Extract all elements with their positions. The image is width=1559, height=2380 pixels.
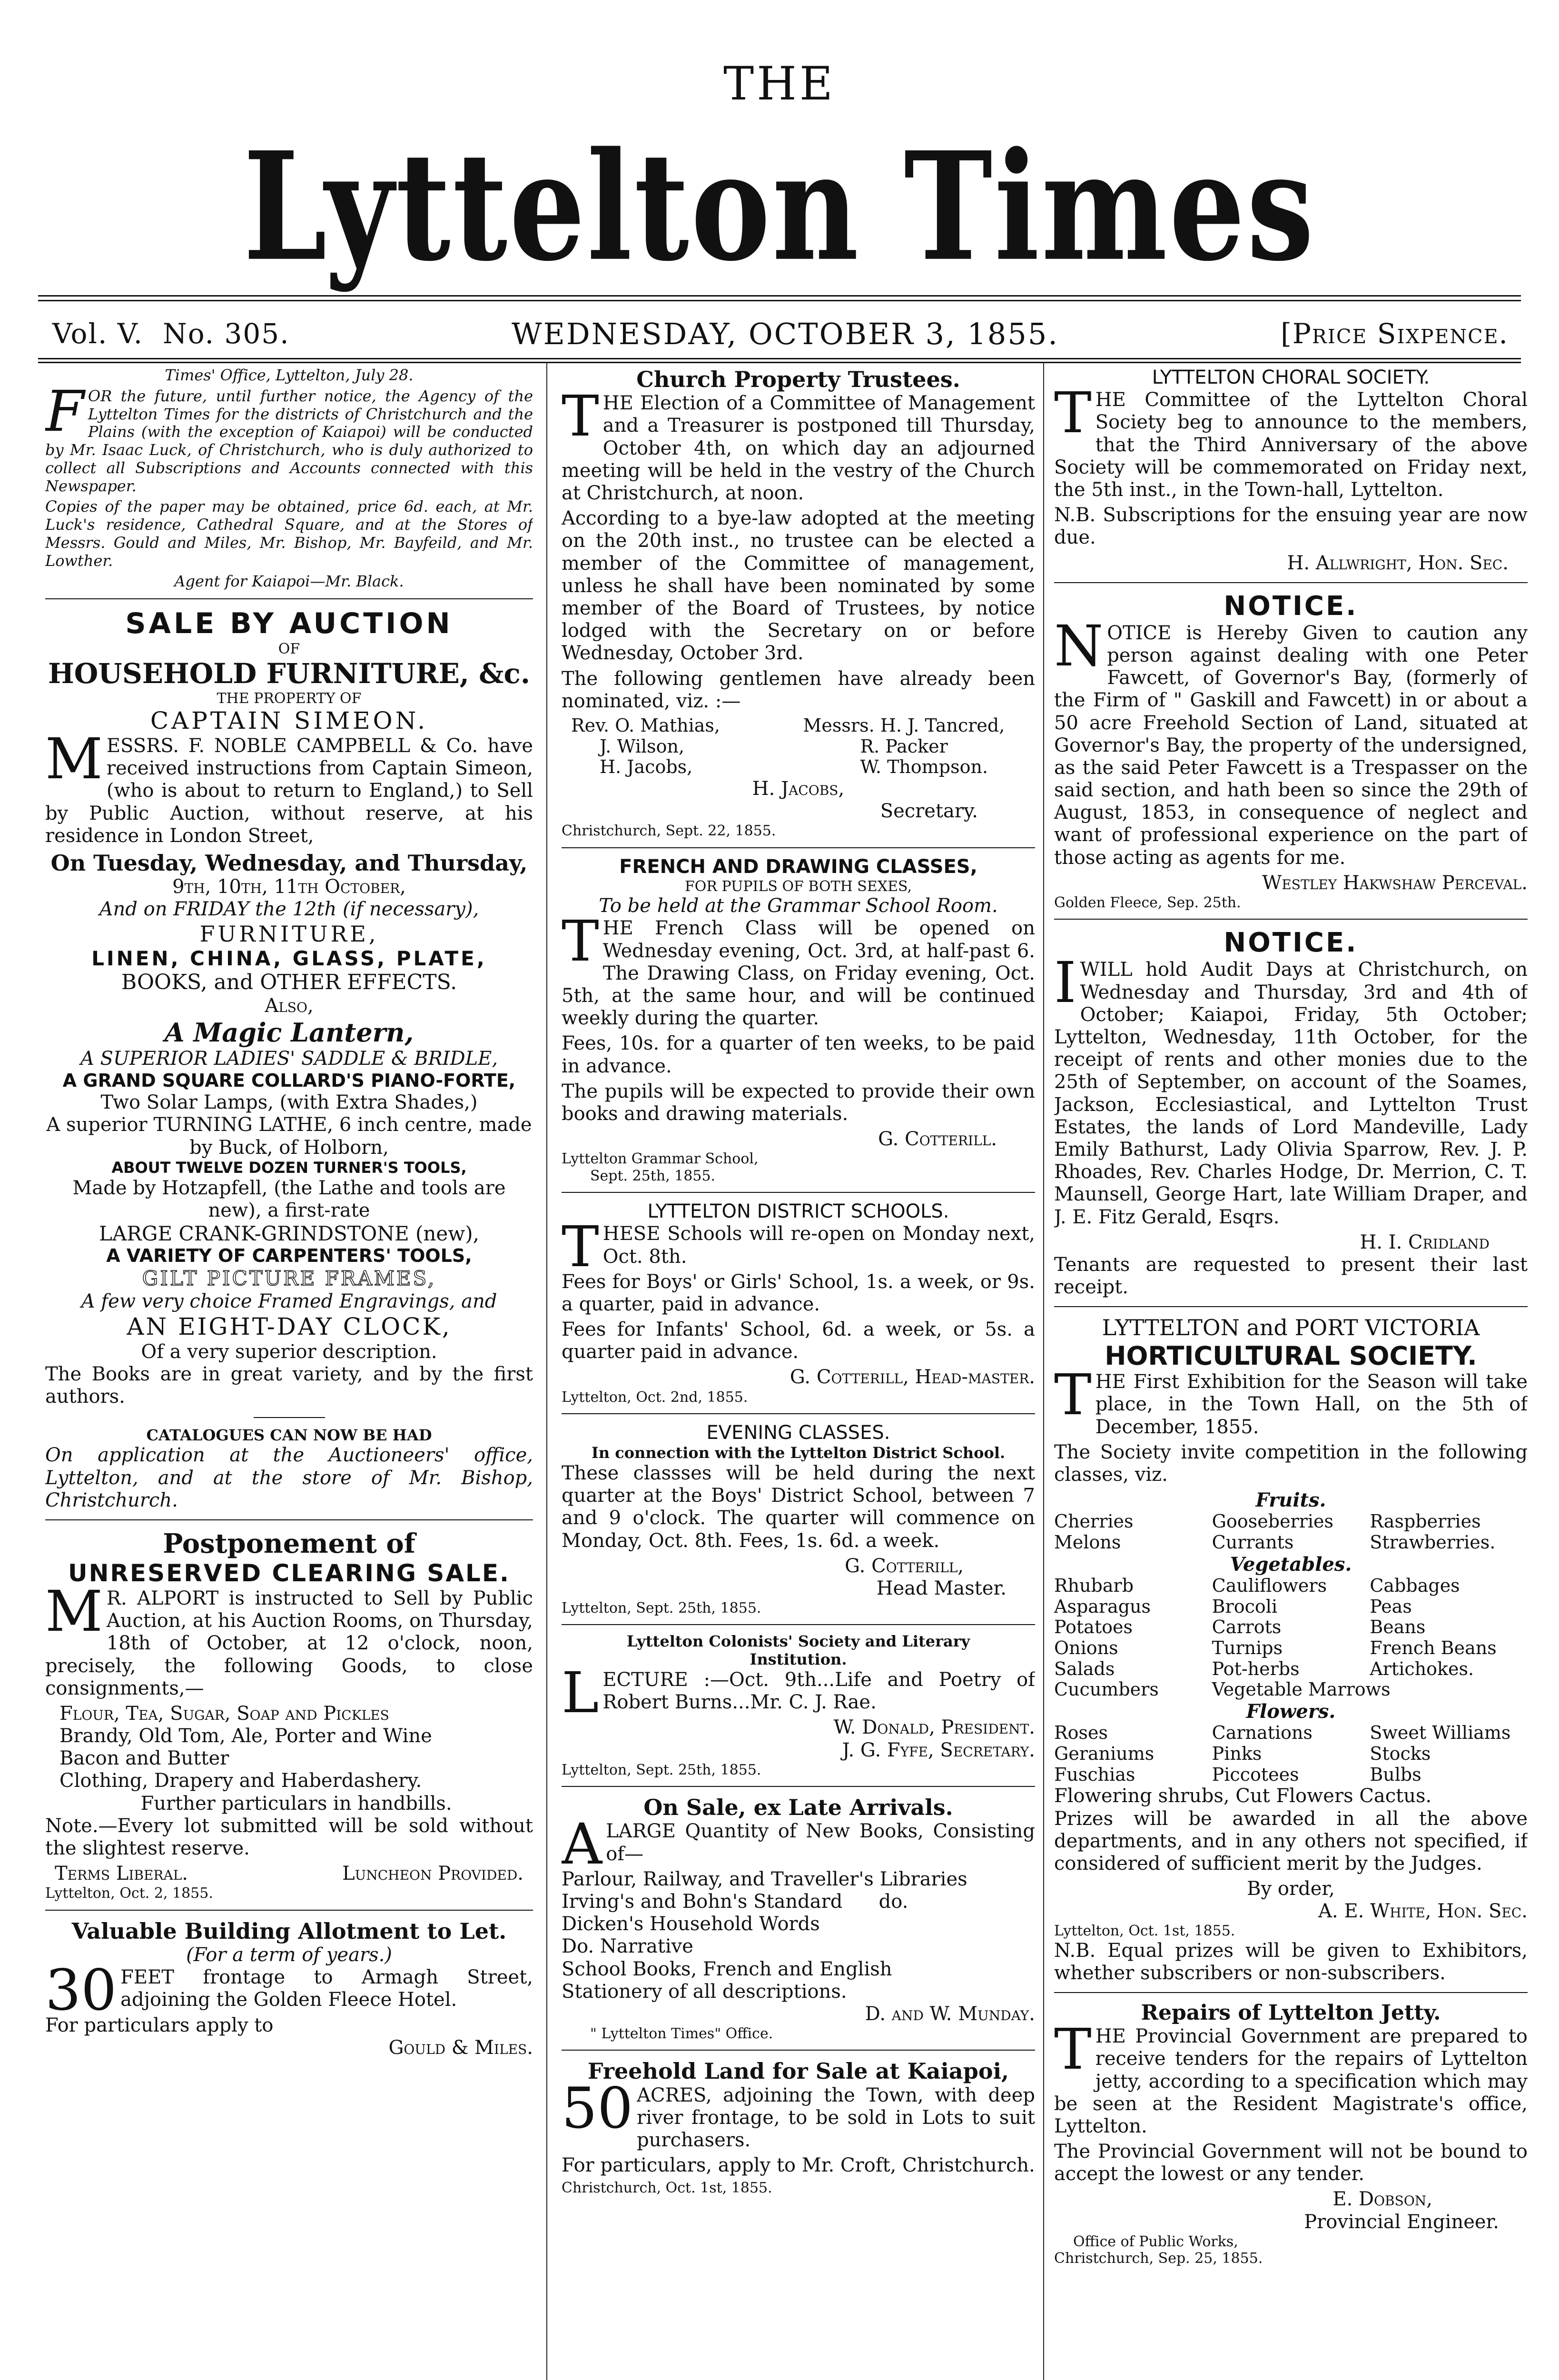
postponement-dateline: Lyttelton, Oct. 2, 1855. [45,1885,213,1902]
auction-holtz: Made by Hotzapfell, (the Lathe and tools are new), a first-rate [72,1177,506,1221]
auction-title: SALE BY AUCTION [125,607,453,640]
notice-title: NOTICE. [1224,590,1358,622]
goods-line: Clothing, Drapery and Haberdashery. [59,1770,422,1792]
list-item: Fuschias [1054,1764,1135,1785]
divider [562,847,1035,848]
list-item: Carnations [1212,1722,1312,1744]
list-item: Salads [1054,1658,1115,1679]
list-item: Turnips [1212,1637,1283,1659]
notice-dateline: Golden Fleece, Sep. 25th. [1054,894,1241,912]
evening-sig-title: Head Master. [876,1577,1006,1599]
allotment-sig: Gould & Miles. [388,2036,533,2059]
agency-copies: Copies of the paper may be obtained, price 6d. each, at Mr. Luck's residence, Cathedral Square, and at the Stores of Messrs. Gould and Miles, Mr. Bishop, Mr. Bayfeild, and Mr. Lowther. [45,497,533,570]
notice-sig: Westley Hakwshaw Perceval. [1262,872,1528,894]
fruits-heading: Fruits. [1255,1489,1326,1512]
luncheon: Luncheon Provided. [342,1863,523,1885]
church-advert [562,367,1035,840]
horticultural-dateline: Lyttelton, Oct. 1st, 1855. [1054,1923,1235,1940]
masthead-title: Lyttelton Times [243,119,1316,294]
list-item: Pot-herbs [1212,1658,1300,1679]
french-pupils: The pupils will be expected to provide their own books and drawing materials. [562,1080,1035,1125]
horticultural-title: LYTTELTON and PORT VICTORIA [1102,1315,1480,1341]
church-sig: H. Jacobs, [752,777,845,800]
agency-office: Times' Office, Lyttelton, July 28. [165,367,414,384]
french-sig: G. Cotterill. [878,1128,997,1150]
divider [1054,1306,1528,1307]
agency-agent: Agent for Kaiapoi—Mr. Black. [174,572,404,591]
jetty-dateline: Office of Public Works, [1073,2233,1238,2250]
freehold-advert [562,2058,1035,2196]
church-sig-title: Secretary. [880,800,978,823]
horticultural-invite: The Society invite competition in the following classes, viz. [1054,1441,1528,1486]
district-advert [562,1200,1035,1406]
nominee: Rev. O. Mathias, [571,714,720,736]
list-item: Melons [1054,1532,1121,1553]
list-item: Gooseberries [1212,1511,1334,1532]
nominee-table [562,715,1035,778]
postponement-note: Note.—Every lot submitted will be sold without the slightest reserve. [45,1815,533,1860]
church-body: THE Election of a Committee of Management and a Treasurer is postponed till Thursday, October 4th, on which day an adjourned meeting will be held in the vestry of the Church at Christchurch, at noon. [562,383,1035,505]
postponement-terms [45,1863,533,1885]
freehold-apply: For particulars, apply to Mr. Croft, Christchurch. [562,2154,1035,2177]
french-body: THE French Class will be opened on Wednesday evening, Oct. 3rd, at half-past 6. The Drawing Class, on Friday evening, Oct. 5th, at the same hour, and will be continued weekly during the quarter. [562,908,1035,1030]
sale-office: " Lyttelton Times" Office. [590,2025,773,2043]
vegetable-list-last [1054,1679,1528,1700]
choral-sig: H. Allwright, Hon. Sec. [1287,552,1509,574]
divider [562,1624,1035,1625]
sale-line: Irving's and Bohn's Standard do. [562,1890,908,1913]
goods-line: Brandy, Old Tom, Ale, Porter and Wine [59,1725,432,1747]
french-dateline-2: Sept. 25th, 1855. [590,1167,716,1184]
divider [562,1786,1035,1787]
jetty-dateline-2: Christchurch, Sep. 25, 1855. [1054,2250,1263,2267]
colonists-dateline: Lyttelton, Sept. 25th, 1855. [562,1761,761,1778]
nominee: R. Packer [860,735,948,757]
auction-books-note: The Books are in great variety, and by the first authors. [45,1363,533,1408]
horticultural-sig: A. E. White, Hon. Sec. [1318,1900,1528,1923]
list-item: Piccotees [1212,1764,1299,1785]
postponement-goods [45,1703,533,1815]
district-sig: G. Cotterill, Head-master. [789,1366,1035,1388]
nominee: J. Wilson, [600,735,685,757]
column-3 [1054,367,1528,2380]
auction-furniture: FURNITURE, [199,921,379,947]
allotment-body: 30 FEET frontage to Armagh Street, adjoining the Golden Fleece Hotel. [45,1957,533,2023]
list-item: Geraniums [1054,1743,1154,1764]
auction-clock: AN EIGHT-DAY CLOCK, [127,1313,452,1341]
nominee: Messrs. H. J. Tancred, [803,714,1005,736]
french-dateline: Lyttelton Grammar School, [562,1150,759,1168]
list-item: Potatoes [1054,1616,1133,1638]
list-item: Pinks [1212,1743,1262,1764]
notice-caution [1054,591,1528,912]
colonists-advert [562,1633,1035,1778]
list-item: Rhubarb [1054,1575,1134,1596]
church-title: Church Property Trustees. [636,367,960,392]
jetty-sig-title: Provincial Engineer. [1304,2211,1499,2233]
agency-notice [45,367,533,591]
auction-grindstone: LARGE CRANK-GRINDSTONE (new), [99,1221,479,1245]
list-item: Peas [1370,1596,1412,1617]
auction-body: MESSRS. F. NOBLE CAMPBELL & Co. have received instructions from Captain Simeon, (who is about to return to England,) to Sell by Public Auction, without reserve, at his residence in London Street, [45,726,533,847]
auction-engravings: A few very choice Framed Engravings, and [81,1290,497,1312]
list-item: Asparagus [1054,1596,1151,1617]
column-2 [562,367,1035,2380]
divider [562,1192,1035,1193]
nominee: W. Thompson. [860,756,988,778]
freehold-dateline: Christchurch, Oct. 1st, 1855. [562,2180,772,2197]
jetty-body: THE Provincial Government are prepared to receive tenders for the repairs of Lyttelton jetty, according to a specification which may be seen at the Resident Magistrate's office, Lyttelton. [1054,2016,1528,2137]
goods-line: Bacon and Butter [59,1747,229,1770]
notice-tenants: Tenants are requested to present their last receipt. [1054,1253,1528,1299]
flowers-heading: Flowers. [1246,1700,1336,1723]
divider [254,1417,325,1418]
masthead-rule-2 [38,300,1521,301]
colonists-title: Lyttelton Colonists' Society and Literary [626,1632,970,1651]
church-body-3: The following gentlemen have already been nominated, viz. :— [562,667,1035,712]
sale-line: Parlour, Railway, and Traveller's Libraries [562,1868,967,1890]
masthead-rule [38,295,1521,297]
notice-title: NOTICE. [1224,927,1358,959]
horticultural-title-2: HORTICULTURAL SOCIETY. [1105,1340,1477,1371]
allotment-title: Valuable Building Allotment to Let. [71,1918,507,1944]
sale-line: School Books, French and English [562,1958,892,1980]
evening-title: EVENING CLASSES. [706,1422,890,1444]
auction-piano: A GRAND SQUARE COLLARD'S PIANO-FORTE, [62,1070,516,1091]
list-item: Brocoli [1212,1596,1278,1617]
list-item: Vegetable Marrows [1212,1679,1391,1700]
horticultural-prizes: Prizes will be awarded in all the above departments, and in any others not specified, if considered of sufficient merit by the Judges. [1054,1807,1528,1874]
auction-friday: And on FRIDAY the 12th (if necessary), [99,898,479,921]
allotment-apply: For particulars apply to [45,2014,274,2036]
postponement-title: Postponement of [163,1527,415,1559]
postponement-body: M R. ALPORT is instructed to Sell by Public Auction, at his Auction Rooms, on Thursday, 18th of October, at 12 o'clock, noon, precisely, the following Goods, to close consignments,— [45,1578,533,1699]
list-item: Stocks [1370,1743,1431,1764]
notice-audit [1054,927,1528,1299]
french-advert [562,856,1035,1184]
books-sale-advert [562,1795,1035,2042]
fruit-list [1054,1511,1528,1553]
auction-carpenters: A VARIETY OF CARPENTERS' TOOLS, [106,1245,472,1267]
auction-owner: CAPTAIN SIMEON. [150,707,428,735]
agency-body: FOR the future, until further notice, the Agency of the Lyttelton Times for the districts of Christchurch and the Plains (with the exception of Kaiapoi) will be conducted by Mr. Isaac Luck, of Christchurch, who is duly authorized to collect all Subscriptions and Accounts connected with this Newspaper. [45,378,533,495]
divider [45,1910,533,1911]
terms: Terms Liberal. [55,1863,188,1885]
notice-sig: H. I. Cridland [1360,1231,1490,1253]
divider [1054,582,1528,583]
nominee: H. Jacobs, [600,756,693,778]
french-held: To be held at the Grammar School Room. [599,895,998,917]
freehold-body: 50 ACRES, adjoining the Town, with deep river frontage, to be sold in Lots to suit purchasers. [562,2075,1035,2152]
district-fees-2: Fees for Infants' School, 6d. a week, or 5s. a quarter paid in advance. [562,1319,1035,1363]
sale-line: Dicken's Household Words [562,1913,820,1935]
choral-advert [1054,367,1528,575]
postponement-advert [45,1528,533,1902]
horticultural-body: THE First Exhibition for the Season will take place, in the Town Hall, on the 5th of December, 1855. [1054,1362,1528,1438]
flower-last: Flowering shrubs, Cut Flowers Cactus. [1054,1785,1432,1807]
dateline-bar [52,312,1509,355]
jetty-sig: E. Dobson, [1332,2188,1432,2211]
list-item: Strawberries. [1370,1532,1496,1553]
flower-list [1054,1723,1528,1785]
freehold-title: Freehold Land for Sale at Kaiapoi, [587,2058,1009,2084]
list-item: Carrots [1212,1616,1282,1638]
list-item: Bulbs [1370,1764,1421,1785]
list-item: Artichokes. [1370,1658,1474,1679]
auction-tools: ABOUT TWELVE DOZEN TURNER'S TOOLS, [111,1158,467,1177]
auction-lamps: Two Solar Lamps, (with Extra Shades,) [100,1091,478,1114]
evening-body: These classses will be held during the next quarter at the Boys' District School, between 7 and 9 o'clock. The quarter will commence on Monday, Oct. 8th. Fees, 1s. 6d. a week. [562,1462,1035,1552]
horticultural-advert [1054,1315,1528,1984]
french-fees: Fees, 10s. for a quarter of ten weeks, to be paid in advance. [562,1032,1035,1077]
church-dateline: Christchurch, Sept. 22, 1855. [562,823,776,840]
french-sub: FOR PUPILS OF BOTH SEXES, [684,878,912,895]
auction-frames: GILT PICTURE FRAMES, [142,1267,436,1290]
column-1 [45,367,533,2380]
list-item: Sweet Williams [1370,1722,1511,1744]
jetty-title: Repairs of Lyttelton Jetty. [1141,2001,1441,2025]
list-item: Cabbages [1370,1575,1460,1596]
colonists-body: LECTURE :—Oct. 9th...Life and Poetry of Robert Burns...Mr. C. J. Rae. [562,1659,1035,1726]
sale-body: ALARGE Quantity of New Books, Consisting of— [562,1811,1035,1877]
colonists-title-2: Institution. [750,1650,847,1669]
auction-dates: 9th, 10th, 11th October, [172,876,406,898]
list-item: Onions [1054,1637,1118,1659]
evening-sig: G. Cotterill, [845,1555,964,1577]
sale-title: On Sale, ex Late Arrivals. [643,1795,953,1821]
jetty-advert [1054,2001,1528,2267]
colonists-sig-1: W. Donald, President. [833,1716,1035,1739]
choral-body: THE Committee of the Lyttelton Choral Society beg to announce to the members, that the Third Anniversary of the above Society will be commemorated on Friday next, the 5th inst., in the Town-hall, Lyttelton. [1054,380,1528,501]
postponement-title-2: UNRESERVED CLEARING SALE. [68,1559,511,1587]
auction-days: On Tuesday, Wednesday, and Thursday, [50,850,528,876]
list-item: Cauliflowers [1212,1575,1327,1596]
list-item: Currants [1212,1532,1294,1553]
issue-date: WEDNESDAY, OCTOBER 3, 1855. [511,316,1059,351]
french-title: FRENCH AND DRAWING CLASSES, [619,855,977,878]
divider [1054,1992,1528,1993]
district-fees-1: Fees for Boys' or Girls' School, 1s. a week, or 9s. a quarter, paid in advance. [562,1270,1035,1315]
divider [45,598,533,599]
divider [1054,919,1528,920]
choral-title: LYTTELTON CHORAL SOCIETY. [1152,367,1430,388]
allotment-term: (For a term of years.) [186,1944,392,1966]
auction-property: THE PROPERTY OF [217,690,362,707]
list-item: Raspberries [1370,1511,1481,1532]
list-item: Cucumbers [1054,1679,1159,1700]
horticultural-nb: N.B. Equal prizes will be given to Exhibitors, whether subscribers or non-subscribers. [1054,1939,1528,1984]
column-rule-2 [1043,362,1044,2380]
auction-of: OF [278,640,300,657]
auction-advert [45,607,533,1512]
district-body: THESE Schools will re-open on Monday next, Oct. 8th. [562,1214,1035,1280]
list-item: Roses [1054,1722,1108,1744]
price: [Price Sixpence. [1281,317,1509,350]
auction-lathe: A superior TURNING LATHE, 6 inch centre, made by Buck, of Holborn, [46,1114,532,1159]
horticultural-byorder: By order, [1247,1878,1335,1900]
auction-catalogue-note: On application at the Auctioneers' office, Lyttelton, and at the store of Mr. Bishop, Christchurch. [45,1444,533,1511]
sale-line: Stationery of all descriptions. [562,1980,847,2003]
sale-line: Do. Narrative [562,1935,693,1958]
dateline-rule [38,358,1521,359]
auction-books: BOOKS, and OTHER EFFECTS. [121,970,457,995]
church-body-2: According to a bye-law adopted at the meeting on the 20th inst., no trustee can be elected a member of the Committee of management, unless he shall have been nominated by some member of the Board of Trustees, by notice lodged with the Secretary on or before Wednesday, October 3rd. [562,507,1035,664]
divider [562,2050,1035,2051]
auction-clock-desc: Of a very superior description. [141,1341,437,1363]
list-item: Beans [1370,1616,1426,1638]
evening-sub: In connection with the Lyttelton District School. [591,1444,1006,1462]
evening-advert [562,1422,1035,1616]
goods-line: Further particulars in handbills. [140,1792,452,1815]
auction-lantern: A Magic Lantern, [164,1017,414,1048]
column-rule-1 [546,362,547,2380]
divider [45,1519,533,1520]
list-item: French Beans [1370,1637,1497,1659]
district-title: LYTTELTON DISTRICT SCHOOLS. [647,1200,949,1223]
allotment-advert [45,1918,533,2059]
jetty-body-2: The Provincial Government will not be bound to accept the lowest or any tender. [1054,2141,1528,2185]
colonists-sig-2: J. G. Fyfe, Secretary. [842,1739,1035,1761]
volume-number: Vol. V. No. 305. [52,317,290,350]
notice-body: NOTICE is Hereby Given to caution any person against dealing with one Peter Fawcett, of Governor's Bay, (formerly of the Firm of " Gaskill and Fawcett) in or about a 50 acre Freehold Section of Land, situated at Governor's Bay, the property of the undersigned, as the said Peter Fawcett is a Trespasser on the said section, and hath been so since the 29th of August, 1853, in consequence of neglect and want of professional experience on the part of those acting as agents for me. [1054,613,1528,869]
vegetable-list [1054,1576,1528,1679]
masthead-the: THE [723,57,836,110]
sale-sig: D. and W. Munday. [865,2003,1035,2025]
auction-also: Also, [265,995,314,1017]
vegetables-heading: Vegetables. [1230,1553,1352,1576]
district-dateline: Lyttelton, Oct. 2nd, 1855. [562,1388,748,1406]
choral-nb: N.B. Subscriptions for the ensuing year are now due. [1054,504,1528,549]
goods-line: Flour, Tea, Sugar, Soap and Pickles [59,1702,389,1725]
notice-body: IWILL hold Audit Days at Christchurch, on Wednesday and Thursday, 3rd and 4th of October; Kaiapoi, Friday, 5th October; Lyttelton, Wednesday, 11th October, for the receipt of rents and other monies due to the 25th of September, on account of the Soames, Jackson, Ecclesiastical, and Lyttelton Trust Estates, the lands of Lord Mandeville, Lady Emily Bathurst, Lady Olivia Sparrow, Rev. J. P. Rhoades, Rev. Charles Hodge, Dr. Merrion, C. T. Maunsell, George Hart, late William Draper, and J. E. Fitz Gerald, Esqrs. [1054,950,1528,1228]
evening-dateline: Lyttelton, Sept. 25th, 1855. [562,1600,761,1617]
auction-subject: HOUSEHOLD FURNITURE, &c. [48,657,531,690]
auction-saddle: A SUPERIOR LADIES' SADDLE & BRIDLE, [80,1048,498,1070]
auction-catalogues: CATALOGUES CAN NOW BE HAD [146,1426,432,1444]
list-item: Cherries [1054,1511,1134,1532]
divider [562,1413,1035,1414]
auction-linen: LINEN, CHINA, GLASS, PLATE, [91,946,487,970]
dateline-rule-2 [38,362,1521,363]
